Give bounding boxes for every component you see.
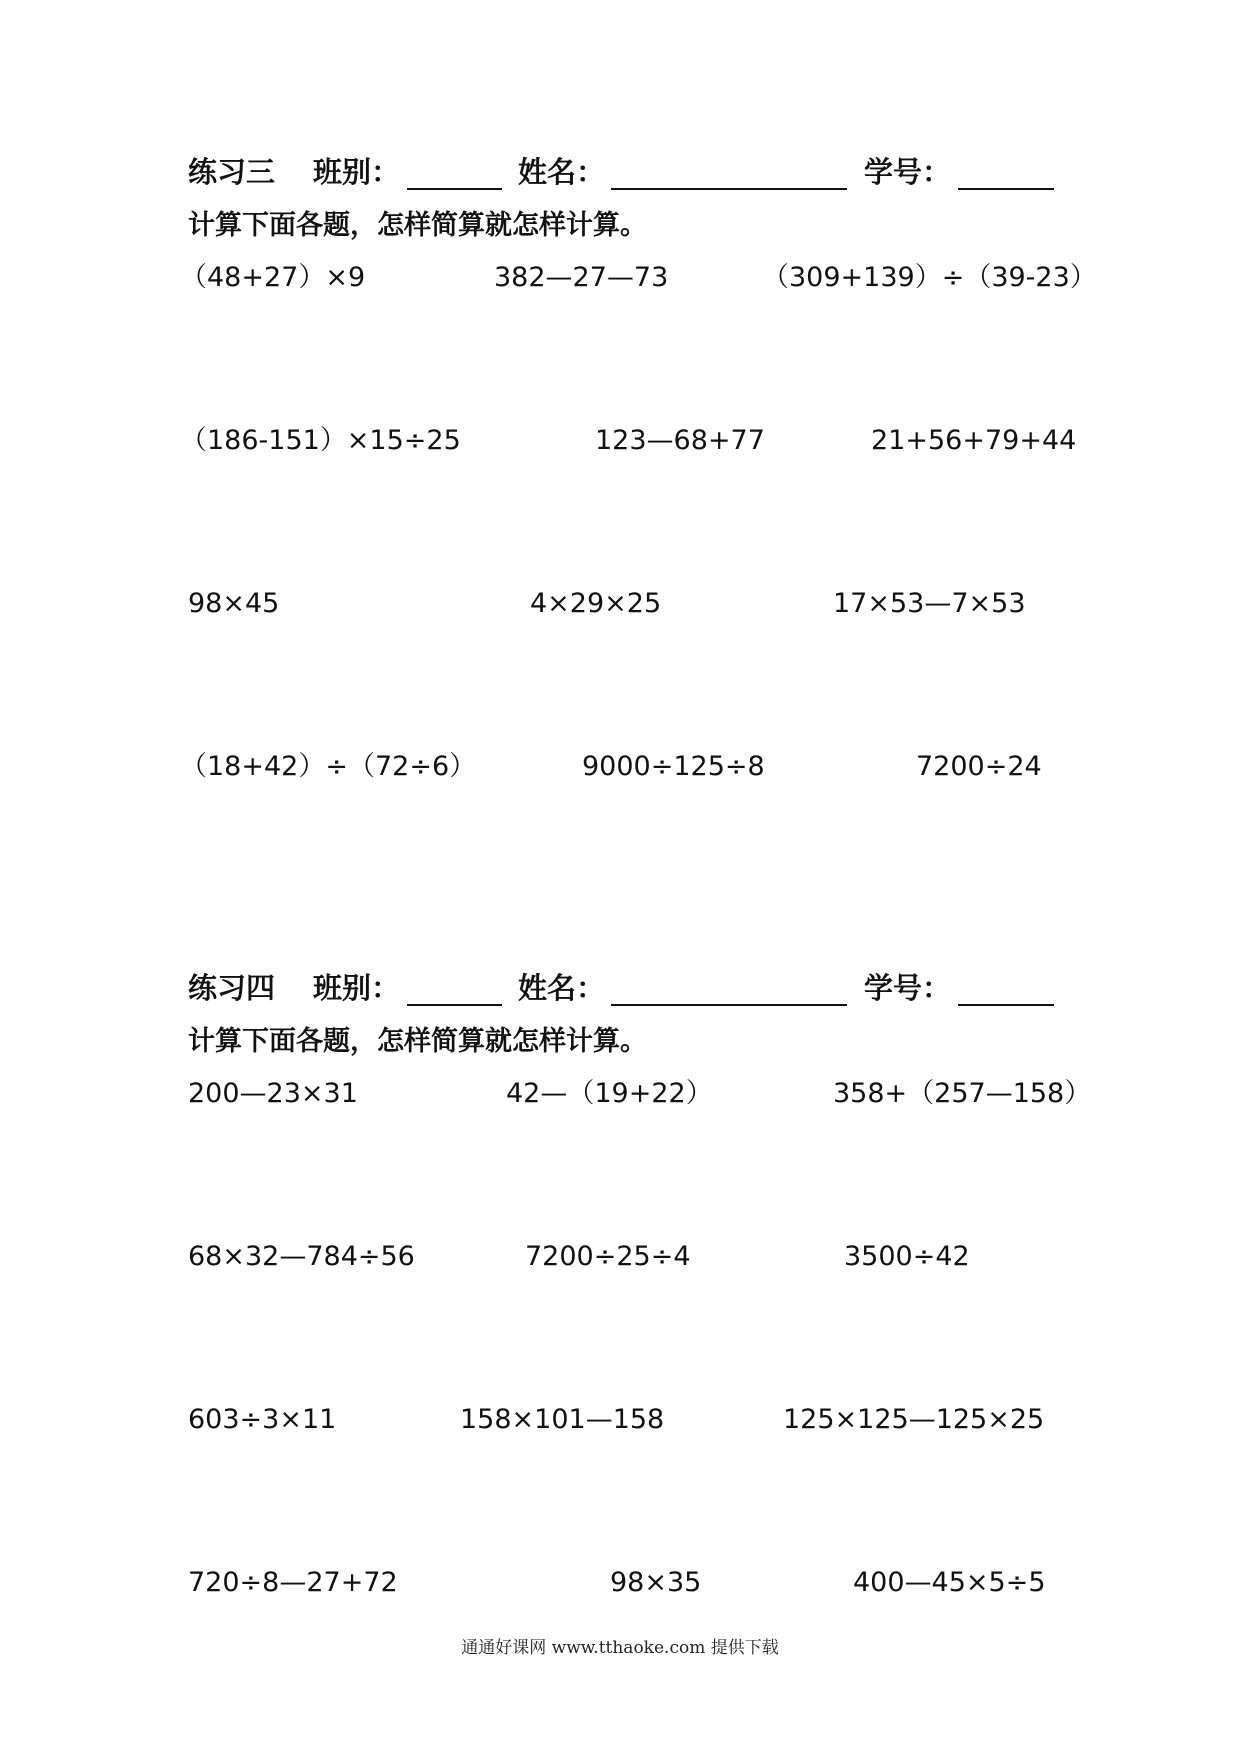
problem-grid: [188, 1074, 1092, 1726]
problem: 3500÷42: [844, 1241, 970, 1272]
problem: 42—（19+22）: [506, 1078, 713, 1109]
problem: 158×101—158: [460, 1404, 665, 1435]
section-header: [188, 150, 1068, 194]
problem: 7200÷24: [916, 751, 1042, 782]
problem: 7200÷25÷4: [525, 1241, 691, 1272]
problem: 17×53—7×53: [833, 588, 1026, 619]
problem: 123—68+77: [595, 425, 765, 456]
problem: 603÷3×11: [188, 1404, 337, 1435]
problem: 4×29×25: [530, 588, 662, 619]
class-blank[interactable]: [407, 1004, 502, 1006]
section-title: 练习三: [188, 155, 276, 189]
footer-credit: 通通好课网 www.tthaoke.com 提供下载: [461, 1638, 779, 1658]
name-label: 姓名：: [518, 971, 606, 1005]
problem-row: [180, 747, 1068, 910]
class-label: 班别：: [313, 155, 401, 189]
problem: （48+27）×9: [180, 262, 366, 293]
name-blank[interactable]: [611, 1004, 847, 1006]
exercise-section-3: [180, 150, 1097, 910]
name-blank[interactable]: [611, 188, 847, 190]
problem-row: [188, 1400, 1068, 1563]
class-label: 班别：: [313, 971, 401, 1005]
problem-row: [188, 584, 1068, 747]
problem-row: [180, 258, 1097, 421]
student-id-label: 学号：: [864, 971, 952, 1005]
student-id-blank[interactable]: [958, 188, 1054, 190]
section-header: [188, 966, 1068, 1010]
problem: 720÷8—27+72: [188, 1567, 398, 1598]
problem: 68×32—784÷56: [188, 1241, 415, 1272]
problem: 358+（257—158）: [833, 1078, 1092, 1109]
problem: （309+139）÷（39-23）: [762, 262, 1097, 293]
name-label: 姓名：: [518, 155, 606, 189]
instruction: 计算下面各题，怎样简算就怎样计算。: [188, 1026, 647, 1057]
problem-grid: [180, 258, 1097, 910]
problem: （186-151）×15÷25: [180, 425, 461, 456]
problem: 400—45×5÷5: [853, 1567, 1046, 1598]
problem: 382—27—73: [494, 262, 669, 293]
problem: 200—23×31: [188, 1078, 358, 1109]
problem: 21+56+79+44: [871, 425, 1077, 456]
class-blank[interactable]: [407, 188, 502, 190]
problem: 125×125—125×25: [783, 1404, 1045, 1435]
problem: 98×35: [610, 1567, 702, 1598]
instruction: 计算下面各题，怎样简算就怎样计算。: [188, 210, 647, 241]
problem-row: [180, 421, 1077, 584]
student-id-blank[interactable]: [958, 1004, 1054, 1006]
exercise-section-4: [188, 966, 1092, 1726]
section-title: 练习四: [188, 971, 276, 1005]
problem: 9000÷125÷8: [582, 751, 765, 782]
problem-row: [188, 1237, 1068, 1400]
problem: （18+42）÷（72÷6）: [180, 751, 477, 782]
problem-row: [188, 1074, 1092, 1237]
student-id-label: 学号：: [864, 155, 952, 189]
problem: 98×45: [188, 588, 280, 619]
